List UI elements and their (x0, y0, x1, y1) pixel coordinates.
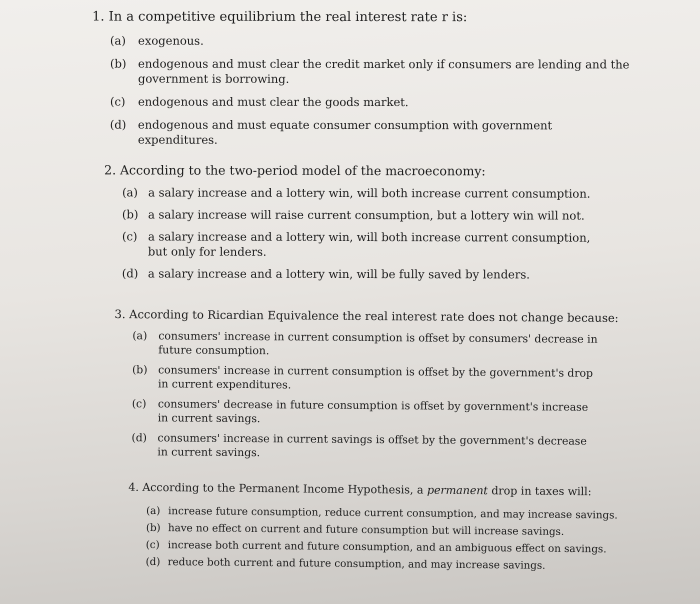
question-1-options (110, 34, 630, 149)
question-2 (104, 162, 594, 282)
option-text: a salary increase will raise current consumption, but a lottery win will not. (148, 207, 585, 223)
question-4-stem-prefix: 4. According to the Permanent Income Hypothesis, a (128, 480, 428, 497)
question-2-options (122, 185, 594, 282)
question-3-options (131, 329, 618, 463)
option-text: a salary increase and a lottery win, will both increase current consumption, but only for lenders. (147, 229, 591, 259)
option-4a (146, 504, 618, 522)
option-4c (145, 538, 607, 556)
option-3d (131, 431, 617, 463)
option-1b (110, 57, 630, 88)
option-letter: (d) (131, 431, 147, 445)
option-letter: (c) (121, 229, 138, 244)
option-text: endogenous and must clear the credit market only if consumers are lending and the government is borrowing. (137, 56, 630, 86)
option-3b (132, 363, 618, 395)
option-letter: (a) (132, 329, 148, 343)
option-1c (110, 95, 630, 111)
option-1a (110, 34, 630, 50)
option-text: consumers' increase in current savings is offset by the government's decrease in current savings. (157, 431, 587, 460)
option-2d (122, 266, 594, 282)
option-4b (146, 521, 591, 539)
option-2b (122, 207, 594, 223)
option-2a (122, 185, 594, 201)
option-text: consumers' increase in current consumption is offset by consumers' decrease in future consumption. (158, 329, 598, 358)
option-text: consumers' increase in current consumption is offset by the government's drop in current expenditures. (157, 363, 593, 392)
question-2-stem: 2. According to the two-period model of the macroeconomy: (104, 162, 486, 179)
option-text: exogenous. (138, 33, 204, 48)
option-letter: (c) (109, 94, 126, 109)
question-4-stem (128, 480, 591, 500)
question-3-stem: 3. According to Ricardian Equivalence the real interest rate does not change because: (114, 307, 619, 325)
option-text: consumers' decrease in future consumption is offset by government's increase in current savings. (157, 397, 589, 426)
question-1-stem: 1. In a competitive equilibrium the real interest rate r is: (92, 9, 468, 26)
option-letter: (b) (132, 363, 148, 377)
option-1d (110, 118, 630, 149)
option-letter: (d) (109, 117, 127, 132)
option-letter: (b) (145, 521, 161, 535)
option-text: endogenous and must equate consumer consumption with government expenditures. (137, 117, 553, 147)
option-text: have no effect on current and future consumption but will increase savings. (167, 522, 565, 538)
question-4-stem-emphasis: permanent (426, 483, 488, 498)
option-letter: (a) (122, 185, 138, 200)
option-letter: (a) (146, 504, 161, 518)
option-letter: (d) (121, 266, 139, 281)
option-text: increase both current and future consumption, and an ambiguous effect on savings. (167, 539, 607, 556)
question-4-options (145, 504, 618, 573)
option-4d (146, 555, 591, 573)
question-4-stem-suffix: drop in taxes will: (487, 484, 592, 499)
option-letter: (d) (145, 555, 161, 569)
option-3c (132, 397, 618, 429)
option-text: reduce both current and future consumption, and may increase savings. (167, 556, 546, 572)
question-3 (113, 306, 618, 463)
option-letter: (c) (145, 538, 160, 552)
option-text: endogenous and must clear the goods market. (137, 94, 409, 110)
question-1 (92, 10, 630, 149)
option-2c (122, 229, 594, 260)
option-text: a salary increase and a lottery win, will be fully saved by lenders. (147, 266, 530, 282)
option-text: a salary increase and a lottery win, will both increase current consumption. (148, 185, 591, 201)
option-3a (132, 329, 618, 361)
option-letter: (b) (110, 56, 127, 71)
option-letter: (a) (110, 33, 126, 48)
option-letter: (c) (131, 397, 147, 411)
option-text: increase future consumption, reduce current consumption, and may increase savings. (168, 505, 618, 522)
question-4 (128, 480, 618, 573)
option-letter: (b) (122, 207, 139, 222)
